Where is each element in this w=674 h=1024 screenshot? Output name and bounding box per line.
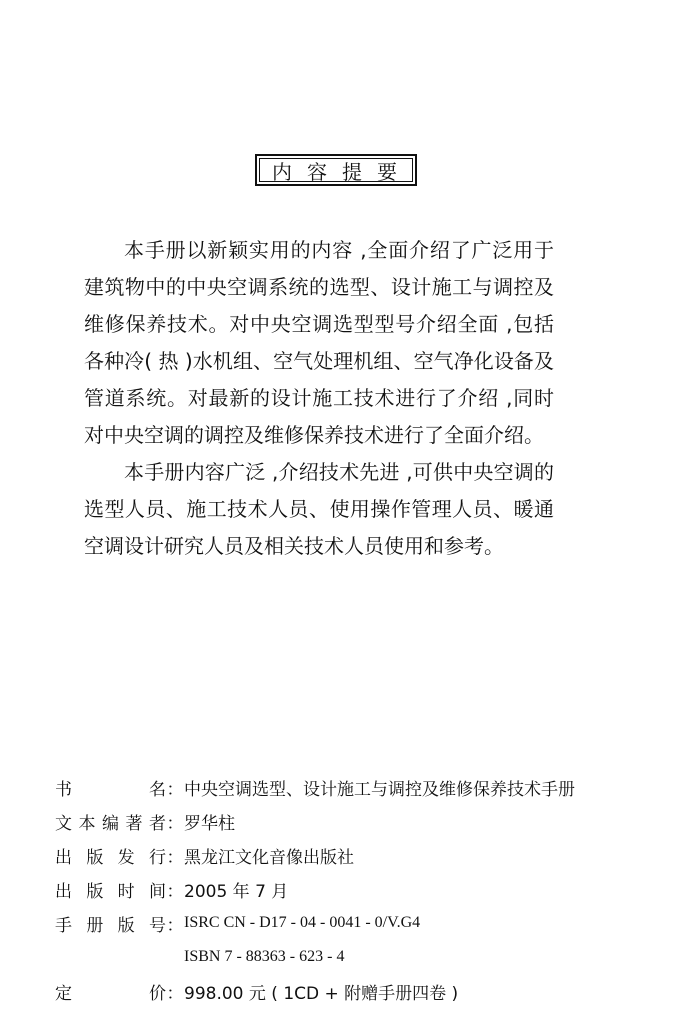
colon: ： <box>166 813 184 834</box>
isrc-value: ISRC CN - D17 - 04 - 0041 - 0/V.G4 <box>184 914 421 931</box>
summary-heading-box <box>255 154 417 186</box>
colon: ： <box>166 983 184 1004</box>
publisher-label: 出版发行 <box>55 847 166 868</box>
summary-heading: 内容提要 <box>272 159 412 184</box>
editor-row <box>55 804 655 838</box>
edition-row <box>55 906 655 940</box>
colon: ： <box>166 779 184 800</box>
isbn-value: ISBN 7 - 88363 - 623 - 4 <box>184 948 345 965</box>
publish-date-label: 出版时间 <box>55 881 166 902</box>
editor-label: 文本编著者 <box>55 813 166 834</box>
book-title-row <box>55 770 655 804</box>
summary-paragraph: 本手册以新颖实用的内容 ,全面介绍了广泛用于建筑物中的中央空调系统的选型、设计施工与调控及维修保养技术。对中央空调选型型号介绍全面 ,包括各种冷( 热 )水机组、空气处理机组、空气净化设备及管道系统。对最新的设计施工技术进行了介绍 ,同时对中央空调的调控及维修保养技术进行了全面介绍。 <box>84 238 554 447</box>
edition-label: 手册版号 <box>55 915 166 936</box>
colon: ： <box>166 881 184 902</box>
price-value: 998.00 元 ( 1CD + 附赠手册四卷 ) <box>184 983 459 1004</box>
publish-date-row <box>55 872 655 906</box>
isbn-row <box>55 940 655 974</box>
colon: ： <box>166 915 184 936</box>
publisher-value: 黑龙江文化音像出版社 <box>184 847 354 868</box>
publisher-row <box>55 838 655 872</box>
colon: ： <box>166 847 184 868</box>
publish-date-value: 2005 年 7 月 <box>184 881 289 902</box>
summary-body <box>84 232 554 565</box>
editor-value: 罗华柱 <box>184 813 235 834</box>
price-row <box>55 974 655 1008</box>
book-title-label: 书名 <box>55 779 166 800</box>
book-title-value: 中央空调选型、设计施工与调控及维修保养技术手册 <box>184 779 575 800</box>
book-info <box>55 770 655 1008</box>
summary-paragraph: 本手册内容广泛 ,介绍技术先进 ,可供中央空调的选型人员、施工技术人员、使用操作管理人员、暖通空调设计研究人员及相关技术人员使用和参考。 <box>84 460 554 558</box>
price-label: 定价 <box>55 983 166 1004</box>
